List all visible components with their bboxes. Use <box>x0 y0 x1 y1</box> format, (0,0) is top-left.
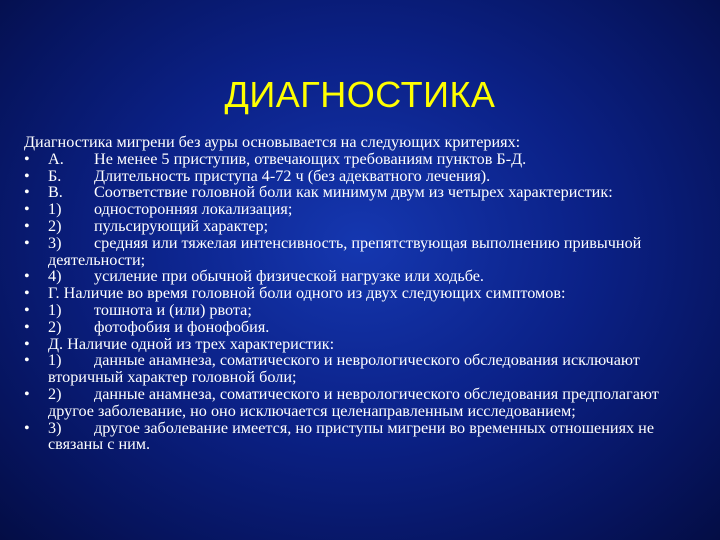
bullet-icon: • <box>24 317 30 336</box>
criteria-item <box>24 285 700 302</box>
bullet-icon: • <box>24 166 30 185</box>
criteria-item <box>24 218 700 235</box>
bullet-icon: • <box>24 284 30 303</box>
criteria-item-text: односторонняя локализация; <box>94 200 293 219</box>
criteria-item-text: пульсирующий характер; <box>94 216 269 235</box>
criteria-item-text: Г. Наличие во время головной боли одного из двух следующих симптомов: <box>48 284 566 303</box>
intro-text: Диагностика мигрени без ауры основывается на следующих критериях: <box>24 133 521 151</box>
criteria-item-tag: А. <box>48 149 64 168</box>
criteria-item-text: другое заболевание имеется, но приступы мигрени во временных отношениях не связаны с ним. <box>48 418 655 454</box>
bullet-icon: • <box>24 149 30 168</box>
bullet-icon: • <box>24 384 30 403</box>
criteria-list <box>24 151 700 453</box>
criteria-item-tag: 2) <box>48 216 62 235</box>
criteria-item-tag: 1) <box>48 351 62 370</box>
criteria-item-text: данные анамнеза, соматического и неврологического обследования предполагают другое заболевание, но оно исключается целенаправленным исследованием; <box>48 384 659 420</box>
criteria-item <box>24 336 700 353</box>
criteria-item-text: Д. Наличие одной из трех характеристик: <box>48 334 335 353</box>
criteria-item-tag: 1) <box>48 200 62 219</box>
criteria-item <box>24 235 700 269</box>
bullet-icon: • <box>24 334 30 353</box>
criteria-item-tag: В. <box>48 183 63 202</box>
criteria-item-tag: 1) <box>48 300 62 319</box>
bullet-icon: • <box>24 418 30 437</box>
criteria-item <box>24 302 700 319</box>
criteria-item <box>24 386 700 420</box>
criteria-item-text: Не менее 5 приступив, отвечающих требованиям пунктов Б-Д. <box>94 149 527 168</box>
criteria-item-tag: 2) <box>48 384 62 403</box>
criteria-item <box>24 151 700 168</box>
criteria-item <box>24 268 700 285</box>
bullet-icon: • <box>24 267 30 286</box>
bullet-icon: • <box>24 233 30 252</box>
criteria-item-tag: 3) <box>48 233 62 252</box>
criteria-item-text: усиление при обычной физической нагрузке или ходьбе. <box>94 267 484 286</box>
criteria-item <box>24 201 700 218</box>
bullet-icon: • <box>24 216 30 235</box>
criteria-item <box>24 420 700 454</box>
bullet-icon: • <box>24 351 30 370</box>
criteria-item <box>24 168 700 185</box>
criteria-item-tag: 3) <box>48 418 62 437</box>
criteria-item-text: данные анамнеза, соматического и неврологического обследования исключают вторичный характер головной боли; <box>48 351 640 387</box>
slide-title: ДИАГНОСТИКА <box>224 74 496 115</box>
bullet-icon: • <box>24 200 30 219</box>
criteria-item-text: тошнота и (или) рвота; <box>94 300 252 319</box>
bullet-icon: • <box>24 183 30 202</box>
slide-body <box>24 134 700 453</box>
criteria-item <box>24 352 700 386</box>
criteria-item-tag: 2) <box>48 317 62 336</box>
criteria-item-text: фотофобия и фонофобия. <box>94 317 270 336</box>
criteria-item-tag: Б. <box>48 166 62 185</box>
bullet-icon: • <box>24 300 30 319</box>
criteria-item-text: Соответствие головной боли как минимум двум из четырех характеристик: <box>94 183 613 202</box>
criteria-item-text: Длительность приступа 4-72 ч (без адекватного лечения). <box>94 166 491 185</box>
criteria-item <box>24 319 700 336</box>
criteria-item-text: средняя или тяжелая интенсивность, препятствующая выполнению привычной деятельности; <box>48 233 642 269</box>
criteria-item <box>24 184 700 201</box>
criteria-item-tag: 4) <box>48 267 62 286</box>
